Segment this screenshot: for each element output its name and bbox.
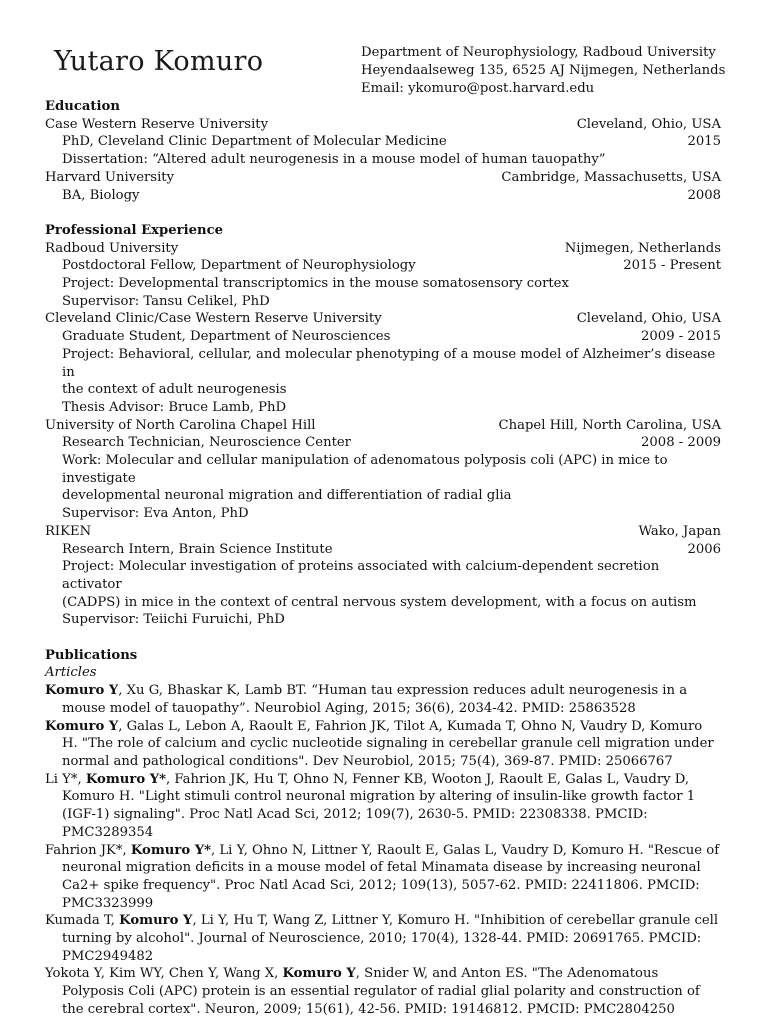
publication-text: , Galas L, Lebon A, Raoult E, Fahrion JK, Tilot A, Kumada T, Ohno N, Vaudry D, Komuro H. "The role of calcium and cyclic nucleotide signaling in cerebellar granule cell migration under normal and pathological conditions". Dev Neurobiol, 2015; 75(4), 369-87. PMID: 25066767 [62,718,714,769]
position-row [45,328,721,346]
education-entry [45,116,721,134]
position-years: 2015 - Present [623,258,721,274]
publication-entry [45,912,721,965]
position-years: 2009 - 2015 [641,329,721,345]
highlighted-author: Komuro Y* [130,842,212,858]
contact-block [361,44,725,98]
publication-text: , Li Y, Ohno N, Littner Y, Raoult E, Galas L, Vaudry D, Komuro H. "Rescue of neuronal migration deficits in a mouse model of fetal Minamata disease by increasing neuronal Ca2+ spike frequency". Proc Natl Acad Sci, 2012; 109(13), 5057-62. PMID: 22411806. PMCID: PMC3323999 [62,842,720,911]
publication-coauthors: Li Y*, [45,771,86,787]
section-spacer [45,629,721,647]
education-entry [45,169,721,187]
publications-heading: Publications [45,647,138,663]
publication-entry [45,842,721,913]
employer-row [45,523,721,541]
education-heading: Education [45,99,120,114]
position-years: 2008 - 2009 [641,435,721,451]
employer-name: Radboud University [45,240,179,256]
publication-text: , Xu G, Bhaskar K, Lamb BT. “Human tau expression reduces adult neurogenesis in a mouse model of tauopathy”. Neurobiol Aging, 2015; 36(6), 2034-42. PMID: 25863528 [62,683,688,716]
highlighted-author: Komuro Y [45,683,119,699]
project-line: Project: Molecular investigation of proteins associated with calcium-dependent secretion activator [62,559,660,592]
project-line: Work: Molecular and cellular manipulation of adenomatous polyposis coli (APC) in mice to investigate [62,453,668,486]
articles-subheading: Articles [45,665,97,681]
employer-location: Cleveland, Ohio, USA [576,311,721,327]
publication-text: , Fahrion JK, Hu T, Ohno N, Fenner KB, Wooton J, Raoult E, Galas L, Vaudry D, Komuro H. "Light stimuli control neuronal migration by altering of insulin-like growth factor 1 (IGF-1) signaling". Proc Natl Acad Sci, 2012; 109(7), 2630-5. PMID: 22308338. PMCID: PMC3289354 [62,771,696,840]
position-years: 2006 [687,541,721,557]
degree-year: 2008 [687,187,721,203]
employer-row [45,310,721,328]
position-title: Research Technician, Neuroscience Center [62,435,351,451]
highlighted-author: Komuro Y [282,966,356,982]
degree-year: 2015 [687,134,721,150]
institution-name: Case Western Reserve University [45,116,269,132]
publication-text: , Li Y, Hu T, Wang Z, Littner Y, Komuro H. "Inhibition of cerebellar granule cell turning by alcohol". Journal of Neuroscience, 2010; 170(4), 1328-44. PMID: 20691765. PMCID: PMC2949482 [62,913,719,964]
employer-row [45,417,721,435]
experience-heading: Professional Experience [45,222,223,238]
degree-title: PhD, Cleveland Clinic Department of Molecular Medicine [62,134,447,150]
section-spacer [45,204,721,222]
highlighted-author: Komuro Y [119,913,193,929]
contact-address: Heyendaalseweg 135, 6525 AJ Nijmegen, Netherlands [361,63,726,78]
employer-name: Cleveland Clinic/Case Western Reserve University [45,311,382,327]
supervisor-line: Thesis Advisor: Bruce Lamb, PhD [62,399,287,415]
highlighted-author: Komuro Y [45,718,119,734]
employer-location: Wako, Japan [638,523,721,539]
degree-title: BA, Biology [62,187,140,203]
position-title: Graduate Student, Department of Neurosciences [62,329,391,345]
contact-department: Department of Neurophysiology, Radboud University [361,45,716,60]
employer-name: RIKEN [45,523,92,539]
project-line: the context of adult neurogenesis [62,382,287,398]
position-title: Research Intern, Brain Science Institute [62,541,333,557]
publication-coauthors: Fahrion JK*, [45,842,131,858]
degree-row [45,133,721,151]
contact-email[interactable]: Email: ykomuro@post.harvard.edu [361,81,595,96]
employer-location: Nijmegen, Netherlands [564,240,721,256]
project-line: Project: Developmental transcriptomics in the mouse somatosensory cortex [62,276,569,292]
institution-location: Cleveland, Ohio, USA [576,116,721,132]
publication-entry [45,718,721,771]
publication-text: , Snider W, and Anton ES. "The Adenomatous Polyposis Coli (APC) protein is an essential regulator of radial glial polarity and construction of the cerebral cortex". Neuron, 2009; 15(61), 42-56. PMID: 19146812. PMCID: PMC2804250 [62,966,700,1017]
degree-row [45,187,721,205]
position-row [45,257,721,275]
publication-entry [45,771,721,842]
project-line: Project: Behavioral, cellular, and molecular phenotyping of a mouse model of Alzheimer’s disease in [62,346,716,380]
publication-coauthors: Kumada T, [45,913,120,929]
supervisor-line: Supervisor: Tansu Celikel, PhD [62,293,270,309]
highlighted-author: Komuro Y* [85,771,167,787]
dissertation: Dissertation: “Altered adult neurogenesis in a mouse model of human tauopathy” [62,152,606,168]
employer-row [45,240,721,258]
supervisor-line: Supervisor: Teiichi Furuichi, PhD [62,612,285,628]
publication-entry [45,682,721,717]
resume-body [45,98,721,1019]
position-row [45,541,721,559]
institution-location: Cambridge, Massachusetts, USA [501,169,721,185]
position-title: Postdoctoral Fellow, Department of Neurophysiology [62,258,416,274]
employer-location: Chapel Hill, North Carolina, USA [498,417,721,433]
project-line: developmental neuronal migration and differentiation of radial glia [62,488,512,504]
publication-entry [45,965,721,1018]
supervisor-line: Supervisor: Eva Anton, PhD [62,506,249,522]
candidate-name: Yutaro Komuro [54,46,264,77]
position-row [45,434,721,452]
publication-coauthors: Yokota Y, Kim WY, Chen Y, Wang X, [45,966,283,982]
project-line: (CADPS) in mice in the context of central nervous system development, with a focus on autism [62,594,697,610]
institution-name: Harvard University [45,169,175,185]
employer-name: University of North Carolina Chapel Hill [45,417,316,433]
